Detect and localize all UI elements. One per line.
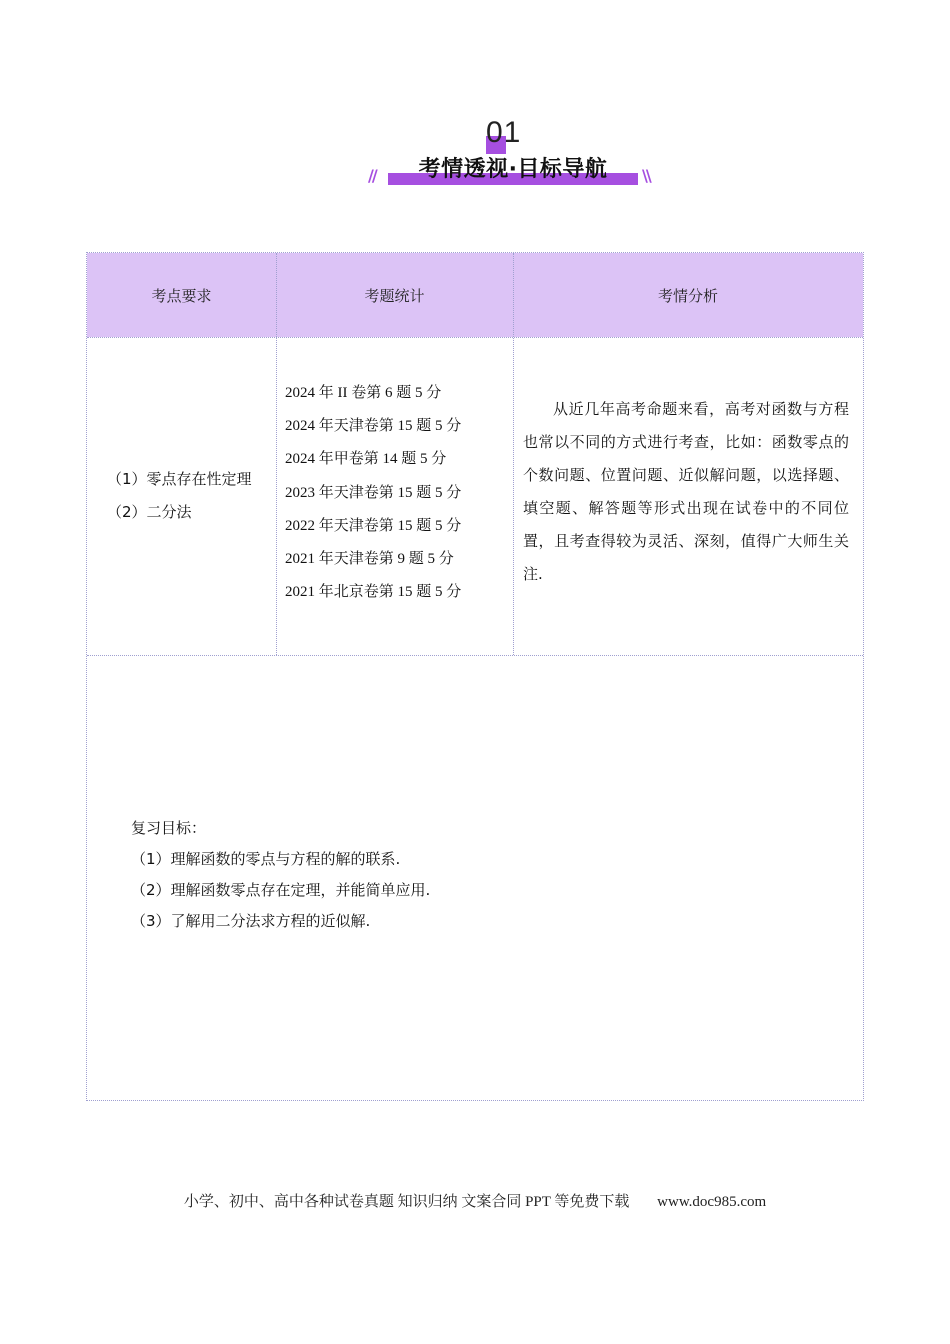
row-divider [87,655,863,656]
column-header-statistics: 考题统计 [276,253,513,337]
stat-item: 2021 年天津卷第 9 题 5 分 [285,551,454,568]
exam-analysis-table [86,252,864,1101]
footer-text: 小学、初中、高中各种试卷真题 知识归纳 文案合同 PPT 等免费下载 [183,1194,630,1210]
page-footer [0,1190,950,1211]
left-slash-decoration: // [368,166,376,185]
stat-item: 2024 年甲卷第 14 题 5 分 [285,451,447,468]
goal-item: （1）理解函数的零点与方程的解的联系. [131,850,401,868]
goal-item: （2）理解函数零点存在定理，并能简单应用. [131,881,431,899]
column-header-requirements: 考点要求 [87,253,276,337]
right-slash-decoration: \\ [642,166,650,185]
requirement-item: （2）二分法 [107,503,192,521]
column-header-analysis: 考情分析 [513,253,863,337]
column-divider [513,253,514,655]
section-number-wrap [486,116,521,150]
row-divider [87,337,863,338]
exam-statistics-list [285,377,461,609]
requirements-list [107,463,252,529]
goals-title: 复习目标： [131,819,207,837]
stat-item: 2024 年 II 卷第 6 题 5 分 [285,385,442,401]
goal-item: （3）了解用二分法求方程的近似解. [131,912,371,930]
column-divider [276,253,277,655]
stat-item: 2021 年北京卷第 15 题 5 分 [285,584,462,601]
review-goals [131,813,430,937]
footer-url[interactable]: www.doc985.com [657,1194,767,1210]
analysis-paragraph: 从近几年高考命题来看，高考对函数与方程也常以不同的方式进行考查，比如：函数零点的个数问题、位置问题、近似解问题，以选择题、填空题、解答题等形式出现在试卷中的不同位置，且考查得较为灵活、深刻，值得广大师生关注. [523,400,849,583]
stat-item: 2022 年天津卷第 15 题 5 分 [285,517,462,534]
section-title: 考情透视·目标导航 [418,157,608,182]
section-number: 01 [486,116,522,149]
requirement-item: （1）零点存在性定理 [107,470,252,488]
stat-item: 2024 年天津卷第 15 题 5 分 [285,418,462,435]
exam-analysis-text [523,393,849,591]
stat-item: 2023 年天津卷第 15 题 5 分 [285,484,462,501]
section-header [0,108,950,198]
